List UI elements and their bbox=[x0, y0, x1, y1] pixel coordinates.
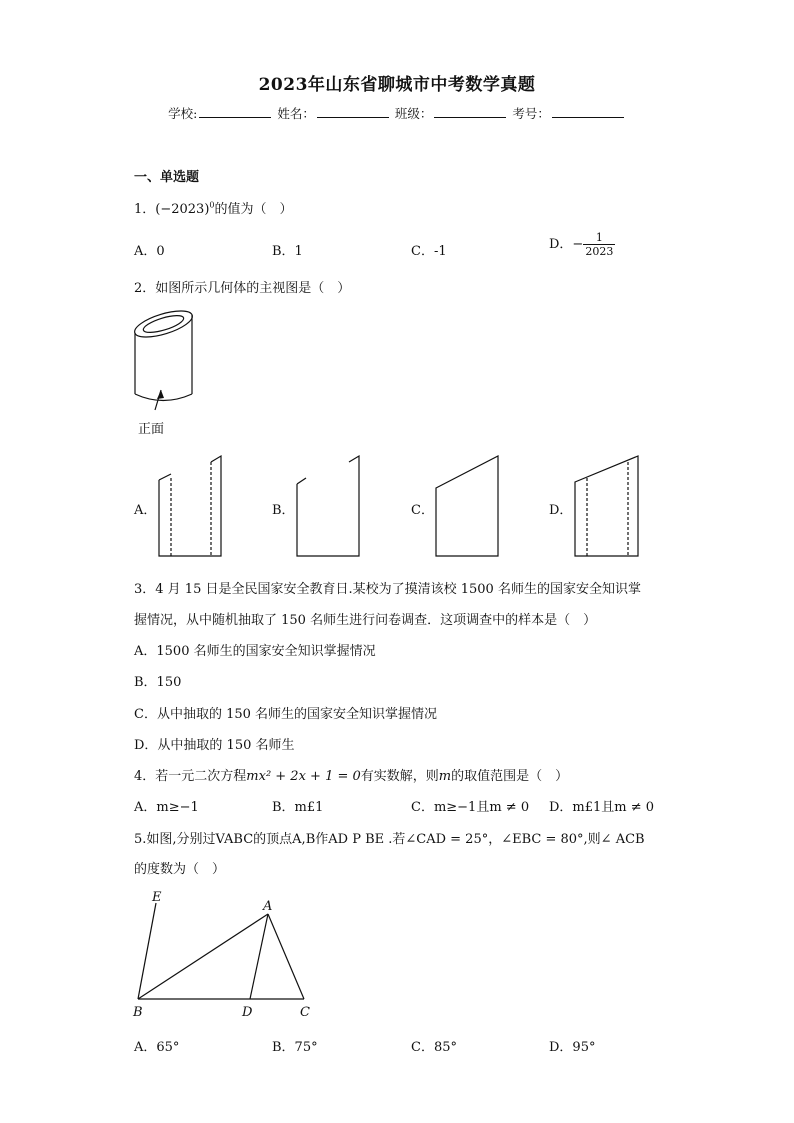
q2-option-a-figure[interactable] bbox=[156, 454, 224, 560]
segment-BA bbox=[138, 914, 268, 999]
q2-solid-figure bbox=[130, 305, 200, 435]
q5-option-b[interactable]: B．75° bbox=[272, 1040, 318, 1055]
q3-option-a[interactable]: A．1500 名师生的国家安全知识掌握情况 bbox=[134, 644, 376, 659]
q4-option-d[interactable]: D．m£1且m ≠ 0 bbox=[549, 800, 655, 815]
point-label-A: A bbox=[263, 899, 273, 914]
q2-stem: 2．如图所示几何体的主视图是（ ） bbox=[134, 281, 351, 296]
q1-option-d-fraction bbox=[583, 231, 615, 258]
class-label: 班级： bbox=[394, 106, 433, 121]
segment-AC bbox=[268, 914, 304, 999]
q5-triangle-figure bbox=[130, 885, 320, 1025]
school-label: 学校: bbox=[168, 106, 198, 121]
q1-option-a[interactable]: A．0 bbox=[134, 244, 165, 259]
point-label-B: B bbox=[133, 1005, 143, 1020]
q5-option-c[interactable]: C．85° bbox=[411, 1040, 457, 1055]
q1-option-d[interactable] bbox=[549, 231, 615, 258]
q5-option-a[interactable]: A．65° bbox=[134, 1040, 180, 1055]
q3-stem-line1: 3．4 月 15 日是全民国家安全教育日.某校为了摸清该校 1500 名师生的国家安全知识掌 bbox=[134, 582, 641, 597]
q3-option-c[interactable]: C．从中抽取的 150 名师生的国家安全知识掌握情况 bbox=[134, 707, 438, 722]
q2-option-c-label[interactable]: C． bbox=[411, 503, 434, 518]
q3-option-d[interactable]: D．从中抽取的 150 名师生 bbox=[134, 738, 295, 753]
student-info-line bbox=[0, 104, 794, 122]
q4-variable: m bbox=[438, 769, 452, 784]
q1-option-c[interactable]: C．-1 bbox=[411, 244, 447, 259]
q5-stem-line1: 5.如图,分别过VABC的顶点A,B作AD P BE .若∠CAD = 25°，∠EBC = 80°,则∠ ACB bbox=[134, 832, 645, 847]
q5-stem-line2: 的度数为（ ） bbox=[134, 862, 226, 877]
q1-number: 1． bbox=[134, 202, 156, 217]
q2-option-a-label[interactable]: A． bbox=[134, 503, 157, 518]
front-arrow-icon bbox=[157, 390, 164, 399]
name-blank[interactable] bbox=[317, 106, 389, 118]
q1-option-b[interactable]: B．1 bbox=[272, 244, 303, 259]
q2-option-d-label[interactable]: D． bbox=[549, 503, 573, 518]
q1-expression bbox=[155, 202, 214, 217]
section-heading: 一、单选题 bbox=[134, 170, 200, 185]
segment-BE bbox=[138, 903, 156, 999]
q2-option-c-figure[interactable] bbox=[433, 454, 501, 560]
q4-option-a[interactable]: A．m≥−1 bbox=[134, 800, 199, 815]
q4-stem bbox=[134, 765, 568, 784]
q1-expr-exponent: 0 bbox=[209, 200, 215, 210]
q1-option-d-prefix: D．− bbox=[549, 237, 584, 252]
q4-option-b[interactable]: B．m£1 bbox=[272, 800, 324, 815]
page-title: 2023年山东省聊城市中考数学真题 bbox=[258, 75, 536, 95]
q2-option-d-figure[interactable] bbox=[572, 454, 640, 560]
fraction-denominator: 2023 bbox=[585, 245, 614, 258]
point-label-D: D bbox=[242, 1005, 253, 1020]
q4-equation: mx² + 2x + 1 = 0 bbox=[246, 769, 361, 784]
cylinder-inner-ellipse bbox=[142, 312, 186, 336]
point-label-C: C bbox=[300, 1005, 310, 1020]
option-b-outline bbox=[297, 456, 359, 556]
fraction-numerator: 1 bbox=[583, 231, 615, 245]
name-label: 姓名： bbox=[277, 106, 315, 121]
cylinder-top-ellipse bbox=[132, 306, 195, 343]
exam-no-blank[interactable] bbox=[552, 106, 624, 118]
q2-option-b-label[interactable]: B． bbox=[272, 503, 295, 518]
q1-expr-base: (−2023) bbox=[155, 202, 210, 217]
option-a-outline bbox=[159, 456, 221, 556]
segment-AD bbox=[250, 914, 268, 999]
exam-no-label: 考号： bbox=[512, 106, 550, 121]
option-a-top-left bbox=[159, 474, 171, 480]
option-b-top-left bbox=[297, 478, 306, 484]
q2-front-label: 正面 bbox=[138, 422, 165, 437]
point-label-E: E bbox=[152, 890, 162, 905]
class-blank[interactable] bbox=[434, 106, 506, 118]
q4-option-c[interactable]: C．m≥−1且m ≠ 0 bbox=[411, 800, 530, 815]
q4-stem-c: 的取值范围是（ ） bbox=[451, 769, 569, 784]
q1-stem bbox=[134, 198, 293, 217]
q5-option-d[interactable]: D．95° bbox=[549, 1040, 596, 1055]
q4-stem-b: 有实数解，则 bbox=[360, 769, 439, 784]
q1-stem-rest: 的值为（ ） bbox=[214, 202, 293, 217]
q4-stem-a: 4．若一元二次方程 bbox=[134, 769, 247, 784]
school-blank[interactable] bbox=[199, 106, 271, 118]
q2-option-b-figure[interactable] bbox=[294, 454, 362, 560]
q3-option-b[interactable]: B．150 bbox=[134, 675, 182, 690]
option-d-outline bbox=[575, 456, 638, 556]
option-c-outline bbox=[436, 456, 498, 556]
q3-stem-line2: 握情况，从中随机抽取了 150 名师生进行问卷调查．这项调查中的样本是（ ） bbox=[134, 613, 597, 628]
